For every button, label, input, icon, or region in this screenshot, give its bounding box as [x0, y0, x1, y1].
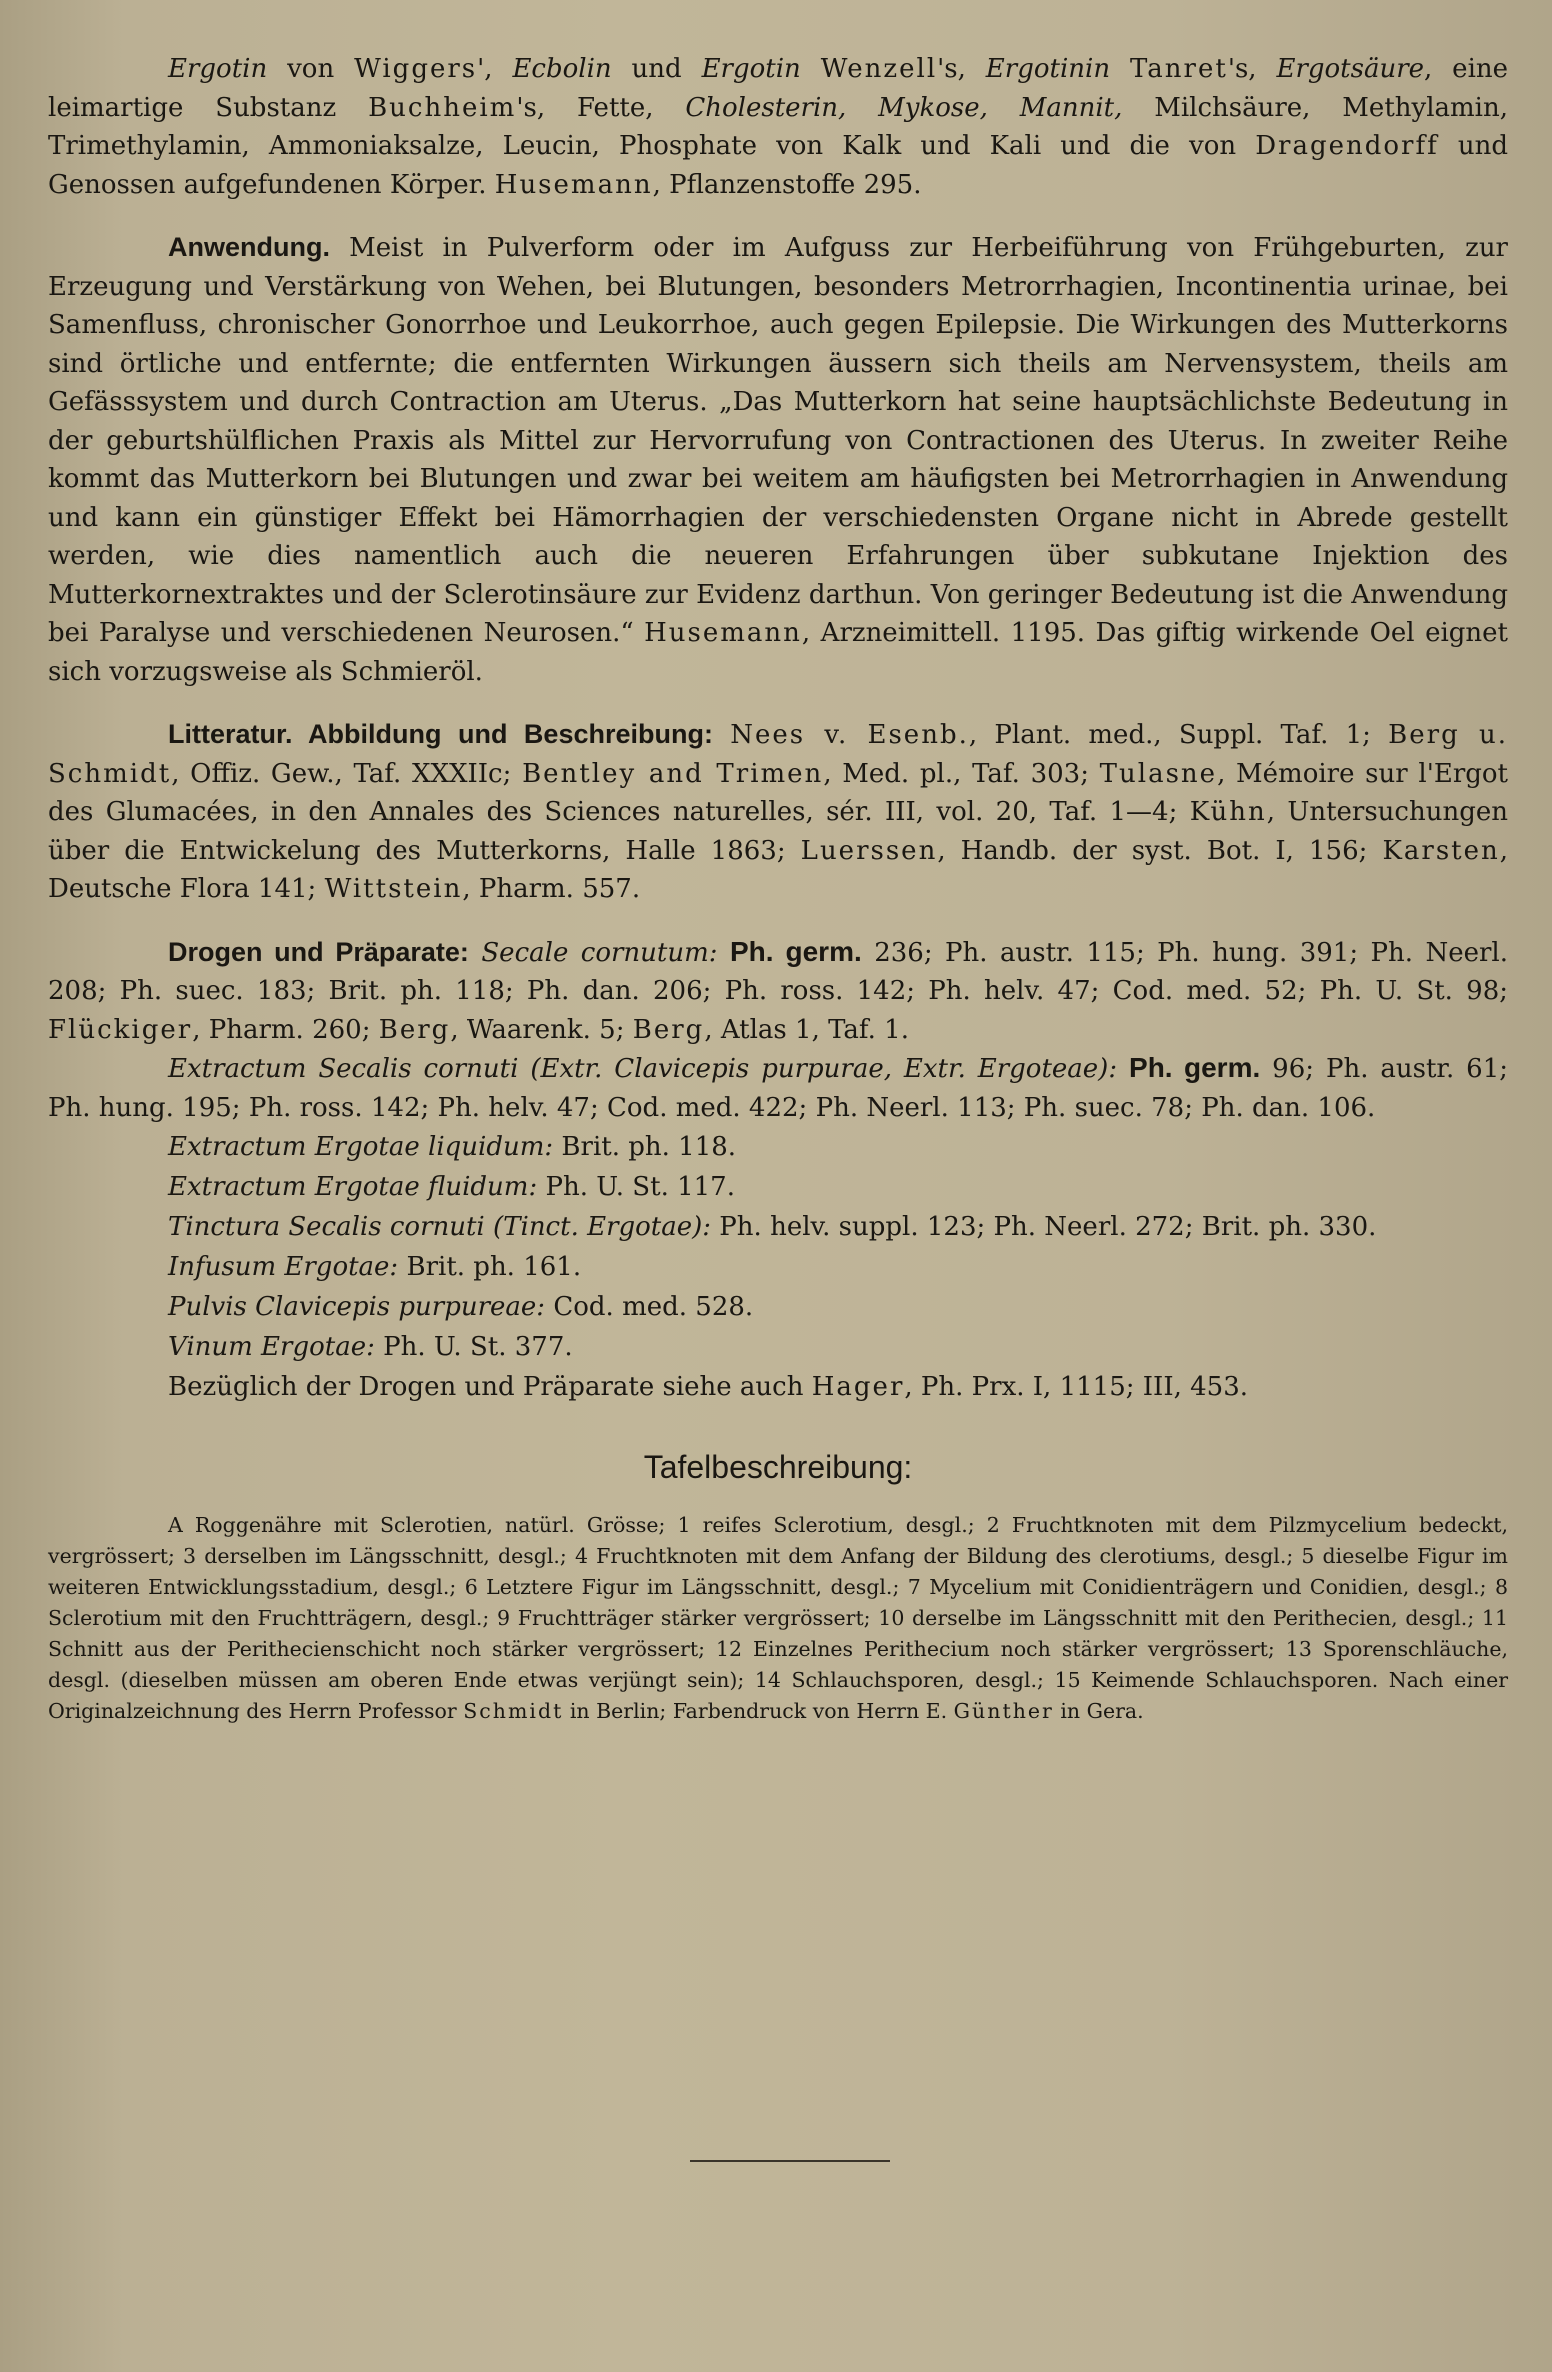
- author-name: Tanret: [1129, 54, 1228, 84]
- author-name: Schmidt: [463, 1699, 564, 1723]
- italic-term: Ergotinin: [985, 54, 1111, 84]
- italic-term: Ergotin: [701, 54, 801, 84]
- italic-term: Cholesterin, Mykose, Mannit,: [685, 92, 1123, 123]
- tafel-title: Tafelbeschreibung:: [643, 1449, 913, 1485]
- tafel-description: [48, 1510, 1508, 1727]
- author-name: Husemann: [644, 618, 802, 648]
- author-name: Karsten: [1382, 835, 1500, 866]
- end-rule: [690, 2160, 890, 2162]
- drug-name: Extractum Ergotae liquidum:: [168, 1132, 554, 1162]
- author-name: Bentley and Trimen: [522, 758, 824, 789]
- author-name: Berg: [378, 1014, 451, 1045]
- author-name: Husemann: [494, 169, 653, 200]
- pharmacopoeia-label: Ph. germ.: [729, 935, 862, 967]
- author-name: Luerssen: [800, 835, 938, 866]
- litteratur-paragraph: Litteratur. Abbildung und Beschreibung: Nees v. Esenb., Plant. med., Suppl. Taf. 1; Berg u. Schmidt, Offiz. Gew., Taf. XXXIIc; Bentley and Trimen, Med. pl., Taf. 303; Tulasne, Mémoire sur l'Ergot des Glumacées, in den Annales des Sciences naturelles, sér. III, vol. 20, Taf. 1—4; Kühn, Untersuchungen über die Entwickelung des Mutterkorns, Halle 1863; Luerssen, Handb. der syst. Bot. I, 156; Karsten, Deutsche Flora 141; Wittstein, Pharm. 557.: [48, 719, 1509, 904]
- author-name: Dragendorff: [1255, 131, 1439, 161]
- drug-name: Infusum Ergotae:: [168, 1252, 399, 1282]
- drug-name: Tinctura Secalis cornuti (Tinct. Ergotae):: [168, 1212, 712, 1242]
- author-name: Wiggers: [354, 54, 478, 84]
- reference-line: Bezüglich der Drogen und Präparate siehe auch Hager, Ph. Prx. I, 1115; III, 453.: [168, 1372, 1249, 1402]
- extractum-paragraph: Extractum Secalis cornuti (Extr. Clavicepis purpurae, Extr. Ergoteae): Ph. germ. 96; Ph. austr. 61; Ph. hung. 195; Ph. ross. 142; Ph. helv. 47; Cod. med. 422; Ph. Neerl. 113; Ph. suec. 78; Ph. dan. 106.: [48, 1052, 1509, 1123]
- author-name: Tulasne: [1099, 758, 1218, 789]
- page-content: [48, 50, 1508, 1727]
- drogen-paragraph: Drogen und Präparate: Secale cornutum: Ph. germ. 236; Ph. austr. 115; Ph. hung. 391; Ph. Neerl. 208; Ph. suec. 183; Brit. ph. 118; Ph. dan. 206; Ph. ross. 142; Ph. helv. 47; Cod. med. 52; Ph. U. St. 98; Flückiger, Pharm. 260; Berg, Waarenk. 5; Berg, Atlas 1, Taf. 1.: [48, 935, 1509, 1045]
- section-heading: Anwendung.: [168, 232, 330, 262]
- author-name: Wittstein: [324, 874, 463, 904]
- italic-term: Ecbolin: [512, 54, 612, 84]
- italic-term: Ergotsäure: [1276, 54, 1425, 84]
- pharmacopoeia-label: Ph. germ.: [1129, 1052, 1261, 1083]
- author-name: Berg: [632, 1014, 705, 1045]
- author-name: Buchheim: [368, 92, 517, 123]
- preparation-line: Pulvis Clavicepis purpureae: Cod. med. 528.: [168, 1292, 754, 1322]
- drug-name: Extractum Ergotae fluidum:: [168, 1172, 538, 1202]
- author-name: Günther: [953, 1699, 1054, 1723]
- preparation-line: Vinum Ergotae: Ph. U. St. 377.: [168, 1332, 573, 1362]
- drug-name: Secale cornutum:: [481, 937, 718, 968]
- author-name: Flückiger: [48, 1014, 193, 1045]
- author-name: Berg u. Schmidt: [48, 720, 1509, 789]
- author-name: Wenzell: [820, 54, 938, 84]
- drug-name: Vinum Ergotae:: [168, 1332, 375, 1362]
- tafel-paragraph: A Roggenähre mit Sclerotien, natürl. Grösse; 1 reifes Sclerotium, desgl.; 2 Fruchtknoten mit dem Pilzmycelium bedeckt, vergrössert; 3 derselben im Längsschnitt, desgl.; 4 Fruchtknoten mit dem Anfang der Bildung des clerotiums, desgl.; 5 dieselbe Figur im weiteren Entwicklungsstadium, desgl.; 6 Letztere Figur im Längsschnitt, desgl.; 7 Mycelium mit Conidienträgern und Conidien, desgl.; 8 Sclerotium mit den Fruchtträgern, desgl.; 9 Fruchtträger stärker vergrössert; 10 derselbe im Längsschnitt mit den Perithecien, desgl.; 11 Schnitt aus der Perithecienschicht noch stärker vergrössert; 12 Einzelnes Perithecium noch stärker vergrössert; 13 Sporenschläuche, desgl. (dieselben müssen am oberen Ende etwas verjüngt sein); 14 Schlauchsporen, desgl.; 15 Keimende Schlauchsporen. Nach einer Originalzeichnung des Herrn Professor Schmidt in Berlin; Farbendruck von Herrn E. Günther in Gera.: [48, 1513, 1508, 1723]
- section-heading: Litteratur. Abbildung und Beschreibung:: [168, 719, 713, 749]
- author-name: Hager: [811, 1372, 905, 1402]
- drug-name: Pulvis Clavicepis purpureae:: [168, 1292, 546, 1322]
- preparation-line: Tinctura Secalis cornuti (Tinct. Ergotae): Ph. helv. suppl. 123; Ph. Neerl. 272; Brit. ph. 330.: [168, 1212, 1377, 1242]
- author-name: Nees v. Esenb.: [730, 720, 969, 750]
- author-name: Kühn: [1189, 797, 1267, 827]
- preparation-line: Infusum Ergotae: Brit. ph. 161.: [168, 1252, 582, 1282]
- constituents-paragraph: Ergotin von Wiggers', Ecbolin und Ergotin Wenzell's, Ergotinin Tanret's, Ergotsäure, eine leimartige Substanz Buchheim's, Fette, Cholesterin, Mykose, Mannit, Milchsäure, Methylamin, Trimethylamin, Ammoniaksalze, Leucin, Phosphate von Kalk und Kali und die von Dragendorff und Genossen aufgefundenen Körper. Husemann, Pflanzenstoffe 295.: [48, 54, 1509, 200]
- preparation-line: Extractum Ergotae liquidum: Brit. ph. 118.: [168, 1132, 737, 1162]
- anwendung-paragraph: Anwendung. Meist in Pulverform oder im Aufguss zur Herbeiführung von Frühgeburten, zur Erzeugung und Verstärkung von Wehen, bei Blutungen, besonders Metrorrhagien, Incontinentia urinae, bei Samenfluss, chronischer Gonorrhoe und Leukorrhoe, auch gegen Epilepsie. Die Wirkungen des Mutterkorns sind örtliche und entfernte; die entfernten Wirkungen äussern sich theils am Nervensystem, theils am Gefässsystem und durch Contraction am Uterus. „Das Mutterkorn hat seine hauptsächlichste Bedeutung in der geburtshülflichen Praxis als Mittel zur Hervorrufung von Contractionen des Uterus. In zweiter Reihe kommt das Mutterkorn bei Blutungen und zwar bei weitem am häufigsten bei Metrorrhagien in Anwendung und kann ein günstiger Effekt bei Hämorrhagien der verschiedensten Organe nicht in Abrede gestellt werden, wie dies namentlich auch die neueren Erfahrungen über subkutane Injektion des Mutterkornextraktes und der Sclerotinsäure zur Evidenz darthun. Von geringer Bedeutung ist die Anwendung bei Paralyse und verschiedenen Neurosen.“ Husemann, Arzneimittell. 1195. Das giftig wirkende Oel eignet sich vorzugsweise als Schmieröl.: [48, 232, 1508, 687]
- italic-term: Ergotin: [168, 54, 268, 84]
- section-heading: Drogen und Präparate:: [168, 936, 469, 967]
- preparation-line: Extractum Ergotae fluidum: Ph. U. St. 117.: [168, 1172, 735, 1202]
- drug-name: Extractum Secalis cornuti (Extr. Clavicepis purpurae, Extr. Ergoteae):: [168, 1054, 1118, 1084]
